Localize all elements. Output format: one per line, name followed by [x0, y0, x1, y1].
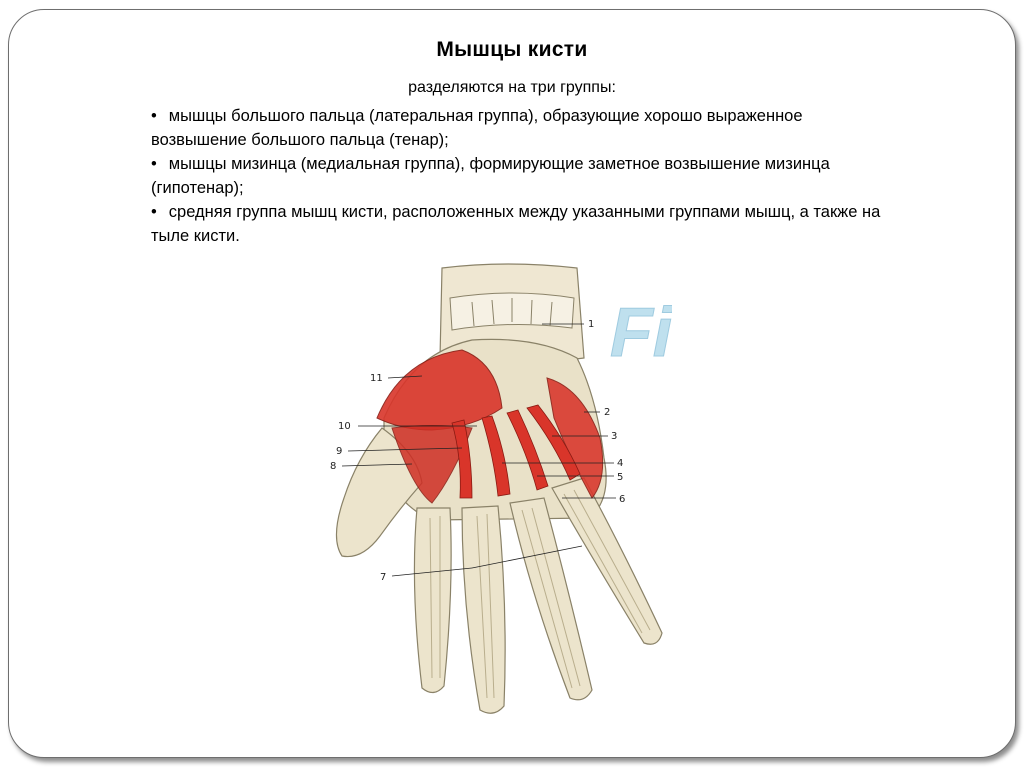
bullet-item-middle-group: [151, 200, 891, 248]
bullet-marker: •: [151, 107, 157, 125]
hand-diagram: [322, 258, 672, 726]
bullet-marker: •: [151, 155, 157, 173]
slide-title: Мышцы кисти: [436, 38, 588, 61]
bullet-item-thenar: [151, 104, 891, 152]
label-8: 8: [330, 461, 337, 472]
bullet-text: мышцы мизинца (медиальная группа), формирующие заметное возвышение мизинца (гипотенар);: [151, 155, 830, 197]
watermark-text: Fi: [610, 293, 672, 371]
label-10: 10: [338, 421, 351, 432]
label-5: 5: [617, 472, 624, 483]
bullet-item-hypothenar: [151, 152, 891, 200]
label-6: 6: [619, 494, 626, 505]
hand-muscles-illustration: [322, 258, 672, 726]
label-9: 9: [336, 446, 343, 457]
label-11: 11: [370, 373, 383, 384]
bullet-text: средняя группа мышц кисти, расположенных между указанными группами мышц, а также на тыле кисти.: [151, 203, 881, 245]
slide-subtitle: разделяются на три группы:: [408, 79, 616, 96]
middle-finger: [462, 506, 505, 713]
label-2: 2: [604, 407, 611, 418]
label-1: 1: [588, 319, 595, 330]
label-4: 4: [617, 458, 624, 469]
bullet-marker: •: [151, 203, 157, 221]
label-7: 7: [380, 572, 387, 583]
index-finger: [414, 508, 451, 693]
label-3: 3: [611, 431, 618, 442]
bullet-text: мышцы большого пальца (латеральная группа), образующие хорошо выраженное возвышение большого пальца (тенар);: [151, 107, 803, 149]
bullet-list: [151, 104, 891, 248]
